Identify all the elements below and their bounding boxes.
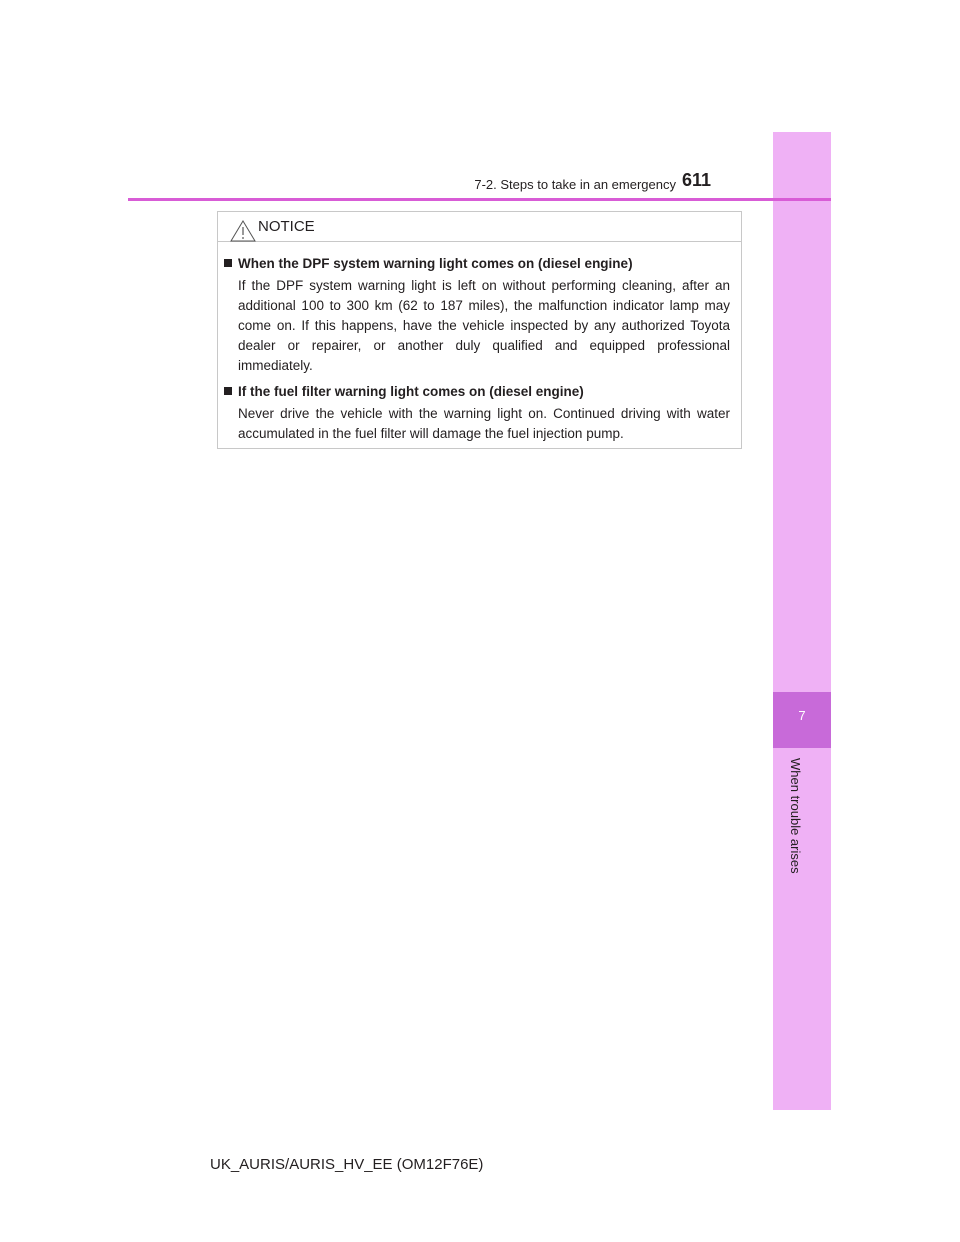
notice-title: NOTICE [258, 218, 315, 235]
chapter-title: When trouble arises [788, 758, 803, 874]
notice-item-heading: When the DPF system warning light comes on (diesel engine) [238, 256, 633, 271]
notice-item-heading: If the fuel filter warning light comes on (diesel engine) [238, 384, 584, 399]
section-title: 7-2. Steps to take in an emergency [474, 177, 676, 192]
notice-item-heading-wrap [222, 254, 730, 273]
warning-triangle-icon [230, 220, 256, 242]
notice-body [218, 254, 741, 444]
chapter-number: 7 [798, 708, 806, 723]
side-tab-strip [773, 132, 831, 1110]
square-bullet-icon [224, 259, 232, 267]
notice-item-text: If the DPF system warning light is left on without performing cleaning, after an additional 100 to 300 km (62 to 187 miles), the malfunction indicator lamp may come on. If this happens, have the vehicle inspected by any authorized Toyota dealer or repairer, or another duly qualified and equipped professional immediately. [238, 278, 730, 373]
header-rule [128, 198, 831, 201]
notice-header [218, 212, 741, 242]
notice-item-text: Never drive the vehicle with the warning light on. Continued driving with water accumulated in the fuel filter will damage the fuel injection pump. [238, 406, 730, 441]
page-number: 611 [682, 170, 712, 190]
document-code-footer: UK_AURIS/AURIS_HV_EE (OM12F76E) [210, 1156, 484, 1173]
square-bullet-icon [224, 387, 232, 395]
notice-item-heading-wrap [222, 382, 730, 401]
notice-item [222, 382, 730, 444]
notice-item [222, 254, 730, 376]
notice-box [217, 211, 742, 449]
